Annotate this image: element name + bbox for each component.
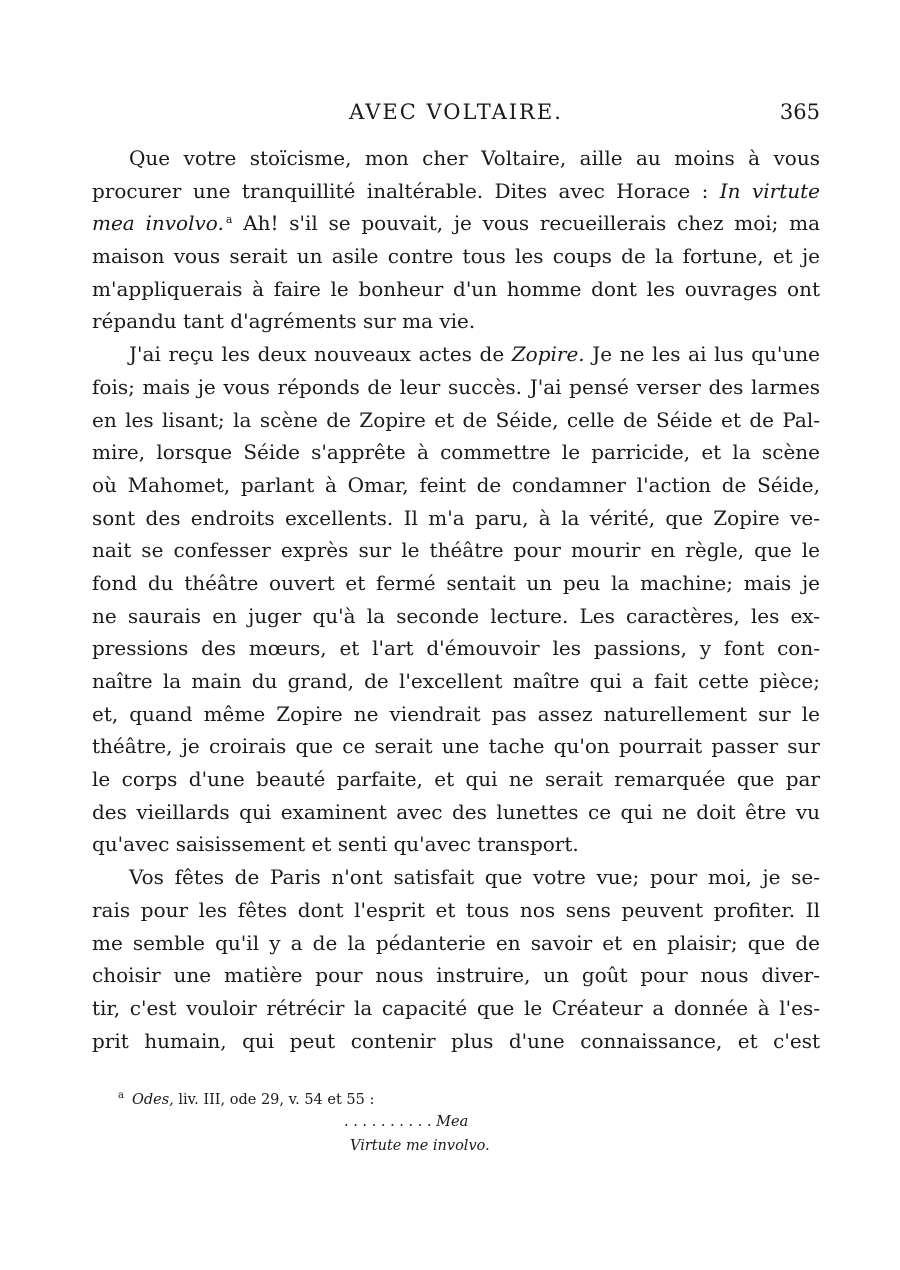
line-text: répandu tant d'agréments sur ma vie.	[92, 309, 476, 334]
text-line	[92, 992, 820, 1025]
text-line	[92, 632, 820, 665]
text-line	[92, 338, 820, 371]
line-text: maison vous serait un asile contre tous les coups de la fortune, et je	[92, 244, 820, 269]
text-line	[92, 1025, 820, 1058]
text-line	[92, 927, 820, 960]
text-line	[92, 959, 820, 992]
line-text: Ah! s'il se pouvait, je vous recueillerais chez moi; ma	[243, 211, 821, 236]
line-text: prit humain, qui peut contenir plus d'une connaissance, et c'est	[92, 1028, 820, 1053]
text-line	[92, 404, 820, 437]
running-title: AVEC VOLTAIRE.	[349, 100, 563, 124]
line-text: J'ai reçu les deux nouveaux actes de	[129, 342, 505, 367]
line-text: en les lisant; la scène de Zopire et de Séide, celle de Séide et de Pal-	[92, 407, 820, 432]
text-line	[92, 763, 820, 796]
play-title: Zopire.	[511, 342, 585, 367]
footnote-verse-1: . . . . . . . . . . Mea	[344, 1114, 469, 1130]
text-line	[92, 730, 820, 763]
page-number: 365	[779, 100, 820, 124]
footnote-source-ref: liv. III, ode 29, v. 54 et 55 :	[178, 1092, 375, 1108]
text-line	[92, 567, 820, 600]
line-text: où Mahomet, parlant à Omar, feint de condamner l'action de Séide,	[92, 472, 820, 497]
line-text: m'appliquerais à faire le bonheur d'un homme dont les ouvrages ont	[92, 276, 820, 301]
text-line	[92, 534, 820, 567]
text-line	[92, 600, 820, 633]
text-line	[92, 502, 820, 535]
line-text: des vieillards qui examinent avec des lunettes ce qui ne doit être vu	[92, 799, 820, 824]
latin-quote: In virtute	[719, 178, 820, 203]
text-line	[92, 698, 820, 731]
latin-quote: mea involvo.	[92, 211, 224, 236]
line-text: fois; mais je vous réponds de leur succès. J'ai pensé verser des larmes	[92, 374, 820, 399]
footnote-ref: a	[225, 212, 233, 226]
line-text: sont des endroits excellents. Il m'a paru, à la vérité, que Zopire ve-	[92, 505, 820, 530]
line-text: Vos fêtes de Paris n'ont satisfait que votre vue; pour moi, je se-	[129, 865, 820, 890]
line-text: mire, lorsque Séide s'apprête à commettre le parricide, et la scène	[92, 440, 820, 465]
line-text: et, quand même Zopire ne viendrait pas assez naturellement sur le	[92, 701, 820, 726]
line-text: choisir une matière pour nous instruire, un goût pour nous diver-	[92, 963, 820, 988]
line-text: me semble qu'il y a de la pédanterie en savoir et en plaisir; que de	[92, 930, 820, 955]
text-line	[92, 861, 820, 894]
text-line	[92, 828, 820, 861]
line-text: procurer une tranquillité inaltérable. Dites avec Horace :	[92, 178, 709, 203]
text-line	[92, 371, 820, 404]
line-text: Que votre stoïcisme, mon cher Voltaire, aille au moins à vous	[129, 146, 820, 170]
footnote-verse-2: Virtute me involvo.	[350, 1138, 490, 1154]
line-text: qu'avec saisissement et senti qu'avec transport.	[92, 832, 579, 857]
line-text: fond du théâtre ouvert et fermé sentait un peu la machine; mais je	[92, 570, 820, 595]
line-text: tir, c'est vouloir rétrécir la capacité que le Créateur a donnée à l'es-	[92, 995, 820, 1020]
line-text: théâtre, je croirais que ce serait une tache qu'on pourrait passer sur	[92, 734, 820, 759]
body-text	[92, 142, 820, 1057]
text-line	[92, 273, 820, 306]
text-line	[92, 240, 820, 273]
line-text: naître la main du grand, de l'excellent maître qui a fait cette pièce;	[92, 669, 820, 693]
text-line	[92, 207, 820, 240]
footnote-mark: a	[118, 1090, 124, 1102]
text-line	[92, 796, 820, 829]
line-text: ne saurais en juger qu'à la seconde lecture. Les caractères, les ex-	[92, 603, 820, 628]
text-line	[92, 305, 820, 338]
line-text: le corps d'une beauté parfaite, et qui ne serait remarquée que par	[92, 767, 820, 792]
line-text: Je ne les ai lus qu'une	[592, 342, 820, 367]
text-line	[92, 665, 820, 698]
text-line	[92, 894, 820, 927]
line-text: nait se confesser exprès sur le théâtre pour mourir en règle, que le	[92, 538, 820, 563]
text-line	[92, 142, 820, 175]
text-line	[92, 175, 820, 208]
running-head	[92, 100, 820, 130]
footnote	[118, 1090, 818, 1111]
line-text: rais pour les fêtes dont l'esprit et tous nos sens peuvent profiter. Il	[92, 897, 820, 922]
line-text: pressions des mœurs, et l'art d'émouvoir les passions, y font con-	[92, 636, 820, 661]
footnote-source-title: Odes,	[131, 1092, 174, 1108]
text-line	[92, 469, 820, 502]
text-line	[92, 436, 820, 469]
